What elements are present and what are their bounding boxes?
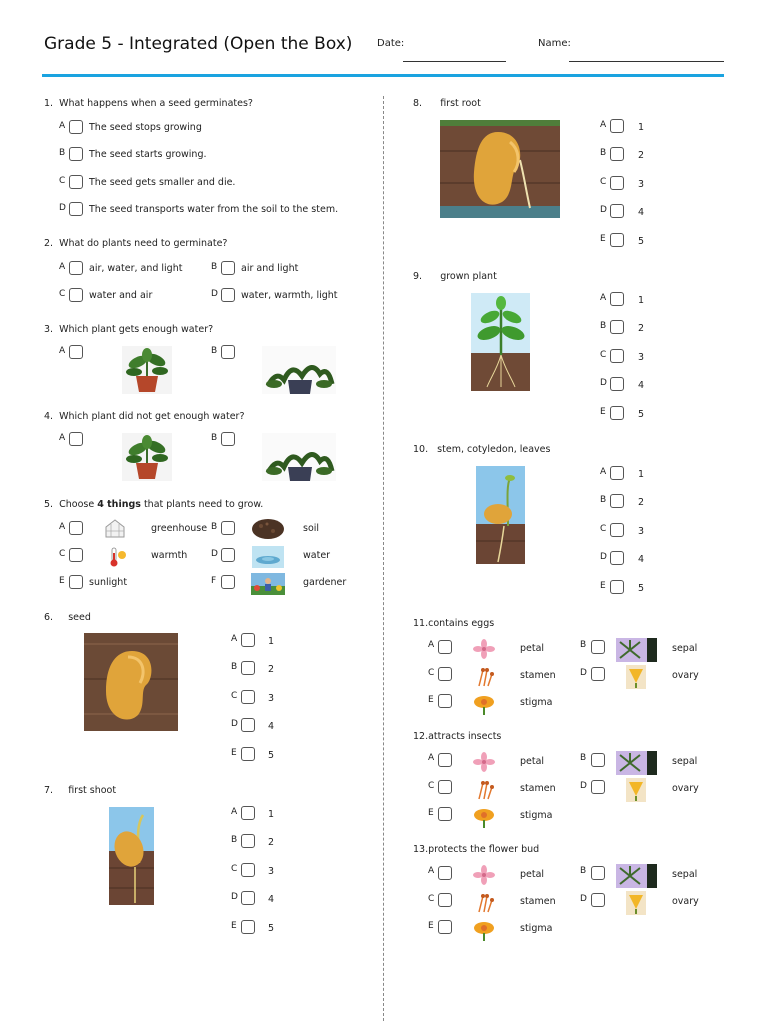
- q11-option-e: stigma: [520, 697, 553, 708]
- q3-letter-a: A: [59, 346, 66, 356]
- q4-checkbox-a[interactable]: [69, 432, 83, 446]
- q7-letter-b: B: [231, 835, 238, 845]
- q13-letter-b: B: [580, 866, 587, 876]
- q7-option-3: 3: [268, 866, 275, 877]
- stamen-icon: [473, 892, 495, 914]
- q4-letter-b: B: [211, 433, 218, 443]
- q5-letter-f: F: [211, 576, 217, 586]
- q6-option-2: 2: [268, 664, 275, 675]
- q6-option-5: 5: [268, 750, 275, 761]
- q5-checkbox-d[interactable]: [221, 548, 235, 562]
- q13-option-a: petal: [520, 869, 545, 880]
- q6-letter-b: B: [231, 662, 238, 672]
- q6-letter-e: E: [231, 748, 237, 758]
- healthy-plant-image: [122, 346, 172, 394]
- q2-checkbox-a[interactable]: [69, 261, 83, 275]
- q12-letter-c: C: [428, 781, 435, 791]
- q1-option-b: The seed starts growing.: [89, 149, 207, 160]
- q12-checkbox-a[interactable]: [438, 753, 452, 767]
- q1-letter-a: A: [59, 121, 66, 131]
- q1-letter-d: D: [59, 203, 66, 213]
- q8-checkbox-1[interactable]: [610, 119, 624, 133]
- stigma-icon: [472, 919, 496, 941]
- q8-option-1: 1: [638, 122, 645, 133]
- q10-checkbox-2[interactable]: [610, 494, 624, 508]
- q1-checkbox-d[interactable]: [69, 202, 83, 216]
- q12-option-a: petal: [520, 756, 545, 767]
- q2-letter-a: A: [59, 262, 66, 272]
- q9-option-4: 4: [638, 380, 645, 391]
- header-rule: [42, 74, 724, 77]
- q7-checkbox-2[interactable]: [241, 834, 255, 848]
- q6-checkbox-2[interactable]: [241, 661, 255, 675]
- q6-checkbox-3[interactable]: [241, 690, 255, 704]
- q13-option-e: stigma: [520, 923, 553, 934]
- ovary-icon: [626, 665, 646, 689]
- q10-option-2: 2: [638, 497, 645, 508]
- q1-checkbox-c[interactable]: [69, 175, 83, 189]
- q2-option-a: air, water, and light: [89, 263, 183, 274]
- q8-checkbox-2[interactable]: [610, 147, 624, 161]
- q12-checkbox-c[interactable]: [438, 780, 452, 794]
- q10-letter-b: B: [600, 495, 607, 505]
- q12-checkbox-e[interactable]: [438, 807, 452, 821]
- q9-checkbox-4[interactable]: [610, 377, 624, 391]
- question-1: 1. What happens when a seed germinates?: [44, 98, 253, 109]
- q5-option-a: greenhouse: [151, 523, 208, 534]
- q9-checkbox-2[interactable]: [610, 320, 624, 334]
- q13-option-b: sepal: [672, 869, 698, 880]
- q7-letter-e: E: [231, 921, 237, 931]
- q1-letter-c: C: [59, 176, 66, 186]
- q9-letter-c: C: [600, 350, 607, 360]
- q1-option-d: The seed transports water from the soil to the stem.: [89, 204, 339, 215]
- q4-checkbox-b[interactable]: [221, 432, 235, 446]
- seed-image: [84, 633, 178, 731]
- q5-checkbox-f[interactable]: [221, 575, 235, 589]
- first-root-image: [440, 120, 560, 218]
- q1-option-c: The seed gets smaller and die.: [89, 177, 236, 188]
- q2-checkbox-c[interactable]: [69, 288, 83, 302]
- q9-checkbox-1[interactable]: [610, 292, 624, 306]
- q9-checkbox-3[interactable]: [610, 349, 624, 363]
- q5-option-f: gardener: [303, 577, 347, 588]
- q10-checkbox-1[interactable]: [610, 466, 624, 480]
- sepal-icon: [616, 751, 657, 775]
- q10-checkbox-4[interactable]: [610, 551, 624, 565]
- q9-option-1: 1: [638, 295, 645, 306]
- q3-checkbox-b[interactable]: [221, 345, 235, 359]
- q7-option-1: 1: [268, 809, 275, 820]
- question-2: 2. What do plants need to germinate?: [44, 238, 228, 249]
- q8-option-3: 3: [638, 179, 645, 190]
- q11-checkbox-b[interactable]: [591, 640, 605, 654]
- q9-checkbox-5[interactable]: [610, 406, 624, 420]
- q8-option-4: 4: [638, 207, 645, 218]
- q10-letter-c: C: [600, 524, 607, 534]
- question-5: 5. Choose 4 things that plants need to grow.: [44, 499, 264, 510]
- q10-option-1: 1: [638, 469, 645, 480]
- q11-option-d: ovary: [672, 670, 699, 681]
- date-label: Date:: [377, 38, 405, 49]
- question-7: 7. first shoot: [44, 785, 117, 796]
- first-shoot-image: [109, 807, 154, 905]
- q13-option-d: ovary: [672, 896, 699, 907]
- q11-letter-b: B: [580, 640, 587, 650]
- q5-checkbox-e[interactable]: [69, 575, 83, 589]
- q10-letter-e: E: [600, 581, 606, 591]
- q5-checkbox-b[interactable]: [221, 521, 235, 535]
- q6-letter-a: A: [231, 634, 238, 644]
- q2-letter-c: C: [59, 289, 66, 299]
- q7-checkbox-1[interactable]: [241, 806, 255, 820]
- q13-letter-c: C: [428, 894, 435, 904]
- q7-letter-c: C: [231, 864, 238, 874]
- wilted-plant-image: [262, 346, 336, 394]
- q13-letter-d: D: [580, 894, 587, 904]
- name-label: Name:: [538, 38, 571, 49]
- question-8: 8. first root: [413, 98, 481, 109]
- q1-letter-b: B: [59, 148, 66, 158]
- q1-checkbox-a[interactable]: [69, 120, 83, 134]
- q5-letter-b: B: [211, 522, 218, 532]
- q8-option-2: 2: [638, 150, 645, 161]
- petal-icon: [473, 639, 495, 659]
- q5-checkbox-c[interactable]: [69, 548, 83, 562]
- q7-option-2: 2: [268, 837, 275, 848]
- q13-checkbox-c[interactable]: [438, 893, 452, 907]
- q2-checkbox-d[interactable]: [221, 288, 235, 302]
- q11-checkbox-c[interactable]: [438, 667, 452, 681]
- q7-option-5: 5: [268, 923, 275, 934]
- q11-letter-e: E: [428, 695, 434, 705]
- q7-checkbox-4[interactable]: [241, 891, 255, 905]
- q9-letter-b: B: [600, 321, 607, 331]
- q8-checkbox-4[interactable]: [610, 204, 624, 218]
- water-icon: [252, 546, 284, 568]
- q6-letter-d: D: [231, 719, 238, 729]
- q13-checkbox-a[interactable]: [438, 866, 452, 880]
- q11-checkbox-e[interactable]: [438, 694, 452, 708]
- q8-checkbox-3[interactable]: [610, 176, 624, 190]
- soil-icon: [251, 518, 285, 540]
- q8-letter-c: C: [600, 177, 607, 187]
- q13-option-c: stamen: [520, 896, 556, 907]
- date-field[interactable]: [403, 61, 506, 62]
- q10-option-5: 5: [638, 583, 645, 594]
- q7-letter-d: D: [231, 892, 238, 902]
- q13-checkbox-e[interactable]: [438, 920, 452, 934]
- ovary-icon: [626, 778, 646, 802]
- q9-option-3: 3: [638, 352, 645, 363]
- page-title: Grade 5 - Integrated (Open the Box): [44, 34, 353, 54]
- q12-checkbox-b[interactable]: [591, 753, 605, 767]
- q11-option-a: petal: [520, 643, 545, 654]
- q8-option-5: 5: [638, 236, 645, 247]
- question-11: 11.contains eggs: [413, 618, 495, 629]
- q12-letter-d: D: [580, 781, 587, 791]
- stigma-icon: [472, 693, 496, 715]
- q6-option-4: 4: [268, 721, 275, 732]
- q9-option-2: 2: [638, 323, 645, 334]
- q11-letter-a: A: [428, 640, 435, 650]
- q6-option-1: 1: [268, 636, 275, 647]
- q13-checkbox-b[interactable]: [591, 866, 605, 880]
- healthy-plant-image: [122, 433, 172, 481]
- q11-letter-c: C: [428, 668, 435, 678]
- q5-letter-d: D: [211, 549, 218, 559]
- q6-option-3: 3: [268, 693, 275, 704]
- q5-letter-a: A: [59, 522, 66, 532]
- q8-letter-b: B: [600, 148, 607, 158]
- q12-letter-e: E: [428, 808, 434, 818]
- q11-option-c: stamen: [520, 670, 556, 681]
- q7-checkbox-3[interactable]: [241, 863, 255, 877]
- q3-checkbox-a[interactable]: [69, 345, 83, 359]
- q9-letter-d: D: [600, 378, 607, 388]
- q8-letter-e: E: [600, 234, 606, 244]
- q11-checkbox-d[interactable]: [591, 667, 605, 681]
- q7-checkbox-5[interactable]: [241, 920, 255, 934]
- q11-letter-d: D: [580, 668, 587, 678]
- q1-checkbox-b[interactable]: [69, 147, 83, 161]
- sepal-icon: [616, 638, 657, 662]
- q3-letter-b: B: [211, 346, 218, 356]
- q8-checkbox-5[interactable]: [610, 233, 624, 247]
- q6-checkbox-1[interactable]: [241, 633, 255, 647]
- q10-checkbox-3[interactable]: [610, 523, 624, 537]
- greenhouse-icon: [104, 518, 126, 538]
- q2-letter-d: D: [211, 289, 218, 299]
- stamen-icon: [473, 779, 495, 801]
- q5-checkbox-a[interactable]: [69, 521, 83, 535]
- gardener-icon: [251, 573, 285, 595]
- q5-option-d: water: [303, 550, 331, 561]
- name-field[interactable]: [569, 61, 724, 62]
- q13-letter-a: A: [428, 866, 435, 876]
- q2-letter-b: B: [211, 262, 218, 272]
- q11-option-b: sepal: [672, 643, 698, 654]
- q12-option-e: stigma: [520, 810, 553, 821]
- question-4: 4. Which plant did not get enough water?: [44, 411, 245, 422]
- q9-letter-e: E: [600, 407, 606, 417]
- ovary-icon: [626, 891, 646, 915]
- column-divider: [383, 96, 384, 1021]
- question-13: 13.protects the flower bud: [413, 844, 540, 855]
- q12-checkbox-d[interactable]: [591, 780, 605, 794]
- question-9: 9. grown plant: [413, 271, 497, 282]
- q8-letter-a: A: [600, 120, 607, 130]
- question-3: 3. Which plant gets enough water?: [44, 324, 214, 335]
- wilted-plant-image: [262, 433, 336, 481]
- q7-option-4: 4: [268, 894, 275, 905]
- q12-letter-b: B: [580, 753, 587, 763]
- q10-letter-d: D: [600, 552, 607, 562]
- q9-letter-a: A: [600, 293, 607, 303]
- q4-letter-a: A: [59, 433, 66, 443]
- q5-letter-e: E: [59, 576, 65, 586]
- q10-letter-a: A: [600, 467, 607, 477]
- q13-letter-e: E: [428, 921, 434, 931]
- q2-option-c: water and air: [89, 290, 153, 301]
- q10-option-4: 4: [638, 554, 645, 565]
- q6-checkbox-4[interactable]: [241, 718, 255, 732]
- q5-option-e: sunlight: [89, 577, 128, 588]
- q10-checkbox-5[interactable]: [610, 580, 624, 594]
- q1-option-a: The seed stops growing: [89, 122, 202, 133]
- q13-checkbox-d[interactable]: [591, 893, 605, 907]
- q12-option-c: stamen: [520, 783, 556, 794]
- q6-letter-c: C: [231, 691, 238, 701]
- q12-letter-a: A: [428, 753, 435, 763]
- q5-option-c: warmth: [151, 550, 188, 561]
- q2-option-d: water, warmth, light: [241, 290, 338, 301]
- q7-letter-a: A: [231, 807, 238, 817]
- q2-checkbox-b[interactable]: [221, 261, 235, 275]
- q11-checkbox-a[interactable]: [438, 640, 452, 654]
- question-12: 12.attracts insects: [413, 731, 502, 742]
- q9-option-5: 5: [638, 409, 645, 420]
- grown-plant-image: [471, 293, 530, 391]
- stigma-icon: [472, 806, 496, 828]
- sepal-icon: [616, 864, 657, 888]
- q12-option-d: ovary: [672, 783, 699, 794]
- q8-letter-d: D: [600, 205, 607, 215]
- q10-option-3: 3: [638, 526, 645, 537]
- petal-icon: [473, 865, 495, 885]
- petal-icon: [473, 752, 495, 772]
- q6-checkbox-5[interactable]: [241, 747, 255, 761]
- q5-letter-c: C: [59, 549, 66, 559]
- q12-option-b: sepal: [672, 756, 698, 767]
- thermometer-icon: [106, 546, 128, 568]
- q2-option-b: air and light: [241, 263, 299, 274]
- stamen-icon: [473, 666, 495, 688]
- question-10: 10. stem, cotyledon, leaves: [413, 444, 551, 455]
- question-6: 6. seed: [44, 612, 91, 623]
- q5-option-b: soil: [303, 523, 320, 534]
- seedling-image: [476, 466, 525, 564]
